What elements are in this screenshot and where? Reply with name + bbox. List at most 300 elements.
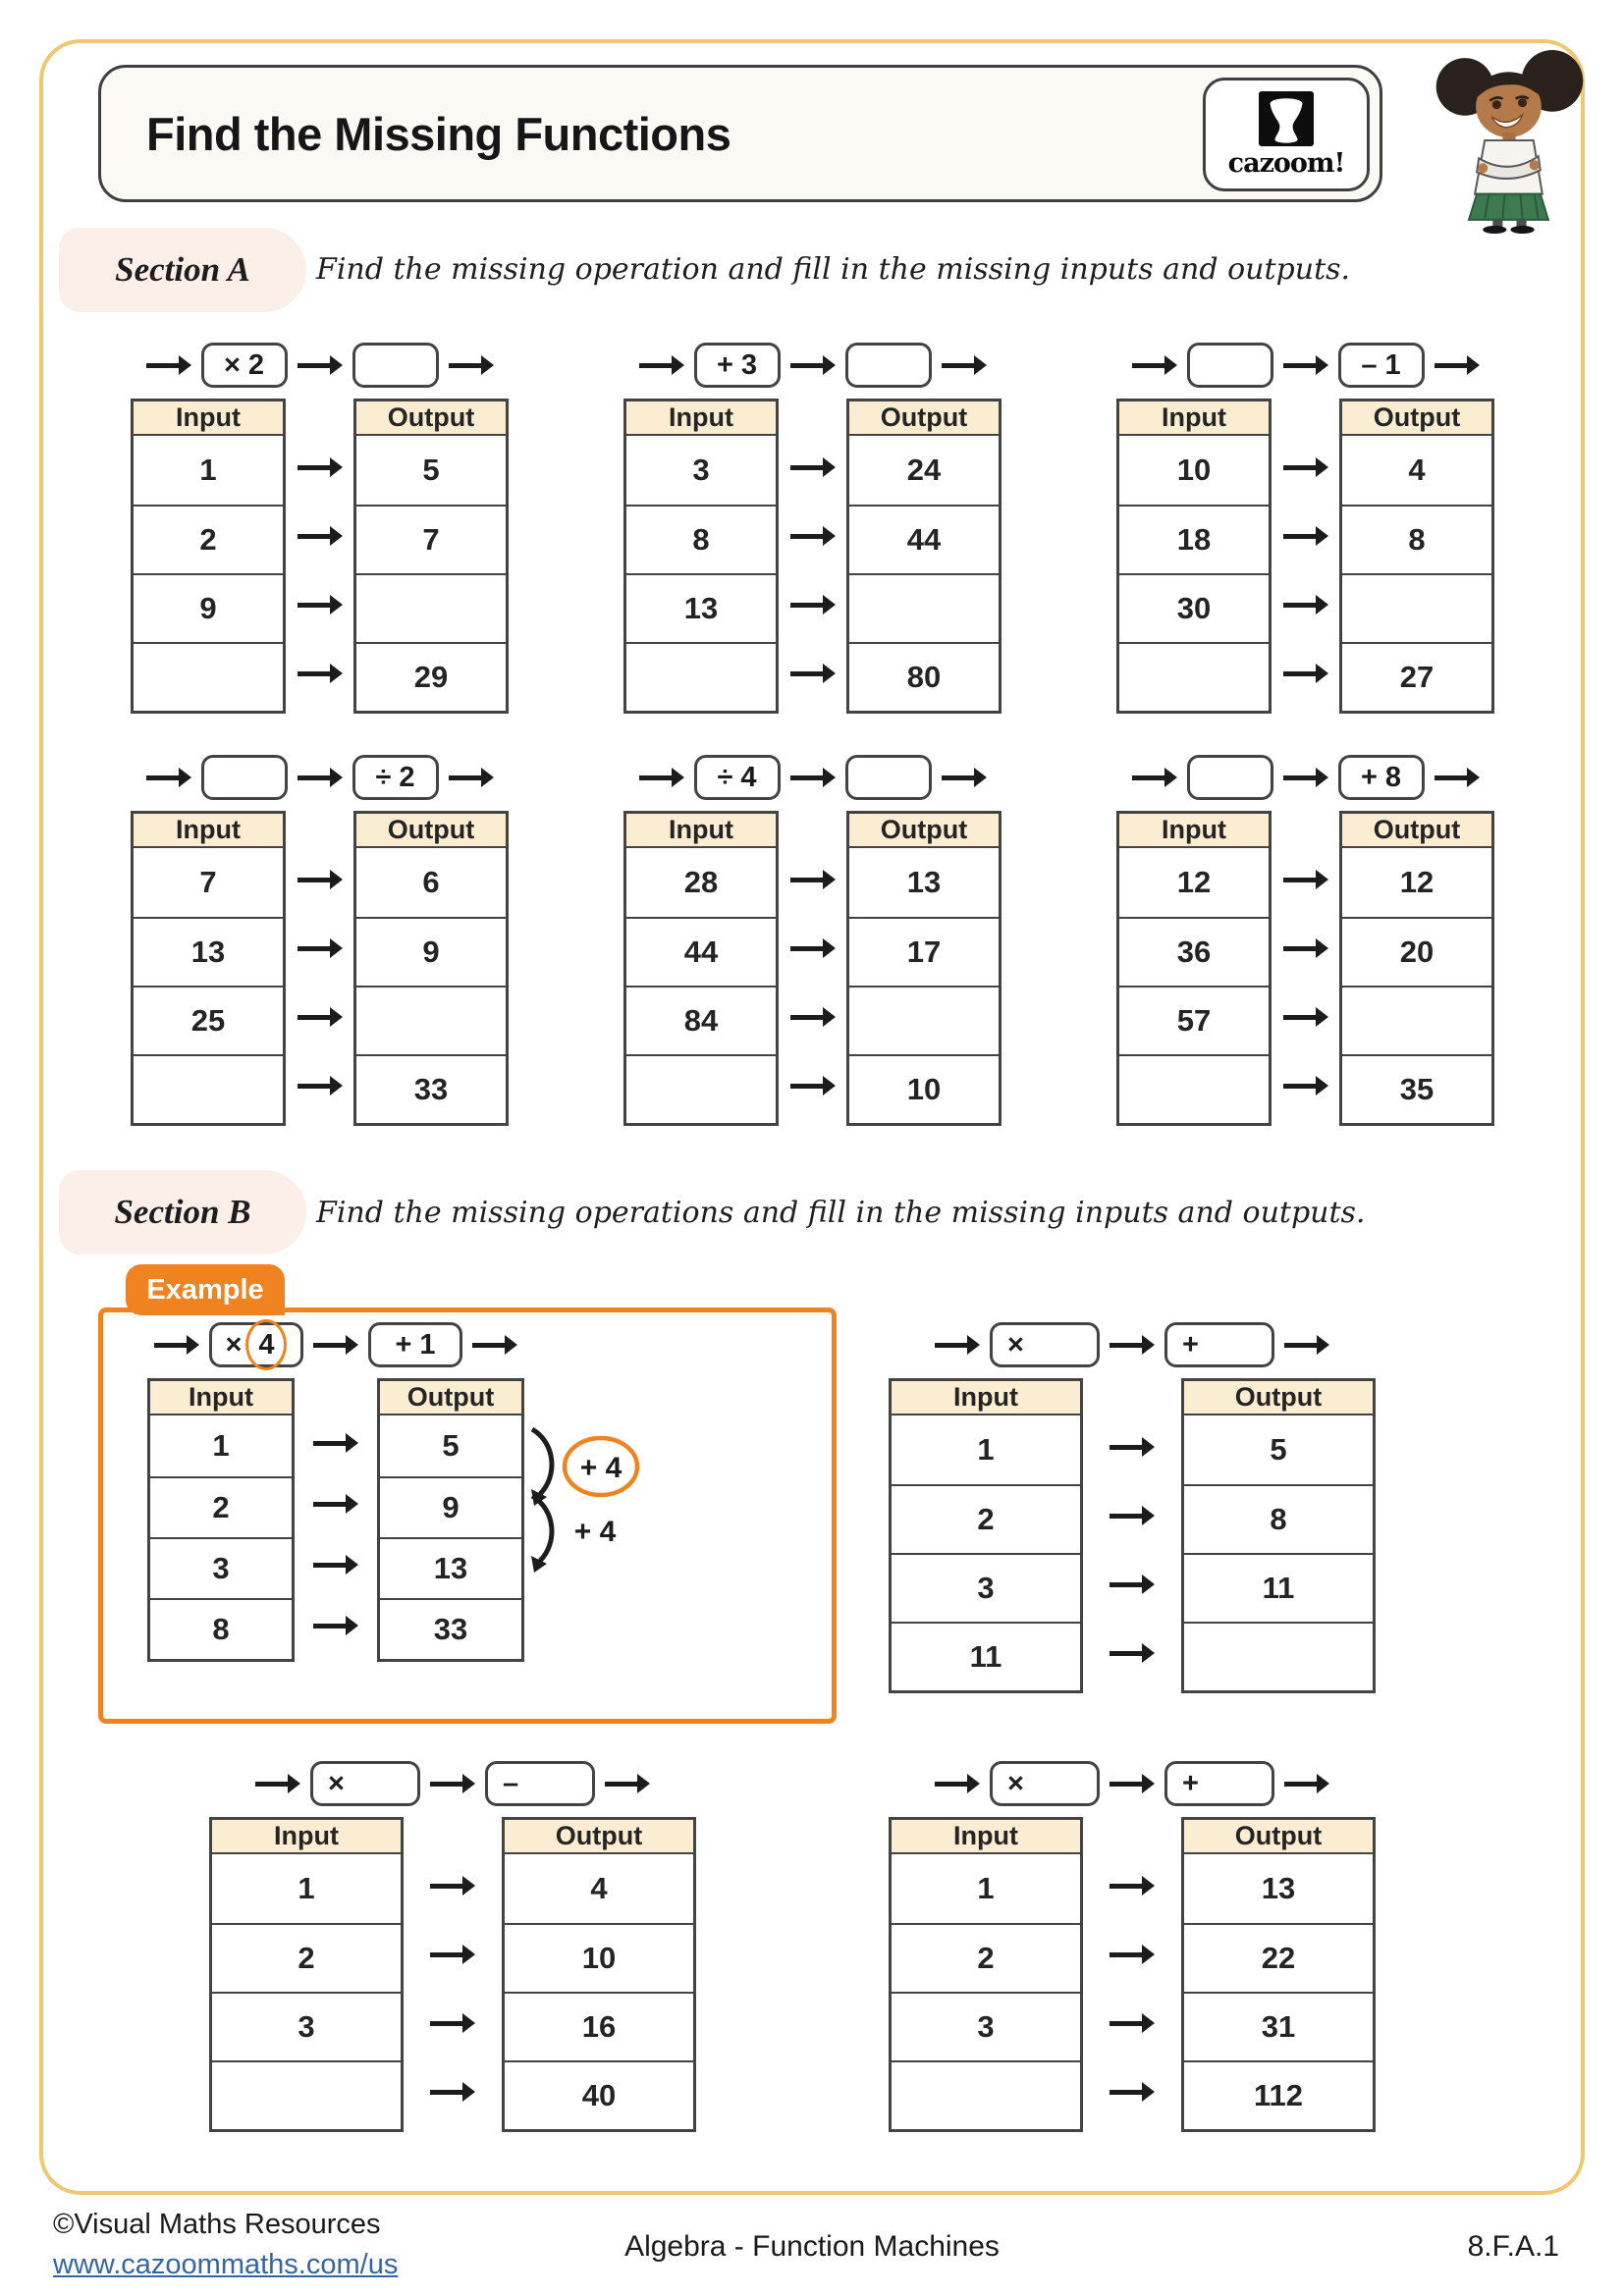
input-cell: 84 — [626, 986, 776, 1054]
output-cell: 29 — [356, 642, 506, 711]
output-cell[interactable] — [849, 986, 999, 1054]
arrow-icon — [313, 1616, 358, 1636]
output-cell: 24 — [906, 453, 942, 487]
arrow-icon — [430, 1876, 475, 1896]
row-arrows — [295, 1378, 377, 1662]
output-cell: 5 — [442, 1428, 460, 1463]
arrow-icon — [790, 457, 836, 478]
output-header: Output — [849, 401, 999, 436]
io-tables — [623, 811, 1001, 1126]
operation-row — [623, 754, 1001, 801]
row-arrow-slot — [1083, 1413, 1181, 1481]
row-arrow-slot — [295, 1473, 377, 1534]
input-cell[interactable] — [134, 642, 283, 711]
input-cell[interactable] — [1119, 642, 1269, 711]
input-header: Input — [626, 814, 776, 848]
output-table — [1339, 811, 1494, 1126]
output-table — [502, 1817, 696, 2132]
arrow-icon — [298, 1007, 343, 1028]
output-difference-annotation — [524, 1404, 672, 1639]
output-cell[interactable] — [1184, 1622, 1373, 1690]
input-cell: 18 — [1119, 505, 1269, 573]
output-cell: 33 — [356, 1054, 506, 1123]
row-arrows — [286, 399, 353, 714]
row-arrow-slot — [295, 1413, 377, 1473]
row-arrow-slot — [404, 1851, 502, 1920]
output-cell: 27 — [1342, 642, 1491, 711]
input-cell: 25 — [134, 986, 283, 1054]
operation-box-1: + 3 — [694, 343, 781, 388]
input-cell[interactable] — [212, 2060, 401, 2129]
output-header: Output — [505, 1820, 693, 1854]
input-header: Input — [892, 1820, 1080, 1854]
website-link[interactable]: www.cazoommaths.com/us — [53, 2249, 399, 2280]
drum-icon — [1259, 91, 1314, 146]
arrow-icon — [449, 768, 494, 788]
arrow-icon — [935, 1335, 980, 1356]
row-arrow-slot — [779, 845, 846, 914]
input-header: Input — [134, 814, 283, 848]
cazoom-logo — [1203, 78, 1370, 191]
function-machine — [209, 1760, 696, 2132]
output-cell[interactable] — [1342, 573, 1491, 642]
operation-row — [131, 342, 509, 389]
row-arrows — [1083, 1378, 1181, 1693]
output-header: Output — [1342, 401, 1491, 436]
input-table — [131, 399, 286, 714]
row-arrow-slot — [286, 570, 353, 639]
circled-answer: 4 — [245, 1319, 287, 1370]
row-arrow-slot — [779, 914, 846, 983]
section-b-label — [59, 1170, 306, 1255]
input-cell: 12 — [1176, 865, 1212, 899]
arrow-icon — [313, 1494, 358, 1515]
row-arrow-slot — [286, 639, 353, 708]
output-cell: 12 — [1399, 865, 1435, 899]
row-arrows — [779, 811, 846, 1126]
example-tab: Example — [126, 1264, 285, 1315]
output-cell: 10 — [849, 1054, 999, 1123]
arrow-icon — [1435, 355, 1480, 376]
input-table — [1116, 399, 1272, 714]
io-tables — [131, 399, 509, 714]
arrow-icon — [146, 768, 191, 788]
arrow-icon — [154, 1335, 199, 1356]
arrow-icon — [298, 457, 343, 478]
row-arrows — [779, 399, 846, 714]
input-cell: 1 — [977, 1432, 995, 1467]
arrow-icon — [146, 355, 191, 376]
input-cell: 13 — [626, 573, 776, 642]
arrow-icon — [790, 938, 836, 959]
arrow-icon — [1283, 1076, 1328, 1096]
row-arrow-slot — [1083, 1619, 1181, 1687]
io-tables — [889, 1817, 1376, 2132]
row-arrow-slot — [779, 983, 846, 1051]
operation-box-1[interactable]: × — [310, 1761, 420, 1806]
input-cell: 57 — [1119, 986, 1269, 1054]
section-b-instruction: Find the missing operations and fill in the missing inputs and outputs. — [316, 1196, 1366, 1230]
output-cell: 4 — [1408, 453, 1426, 487]
input-cell: 9 — [134, 573, 283, 642]
arrow-icon — [298, 1076, 343, 1096]
operation-box-2: ÷ 2 — [352, 755, 439, 800]
operation-box-1[interactable] — [1187, 343, 1273, 388]
arrow-icon — [298, 355, 343, 376]
arrow-icon — [1283, 870, 1328, 890]
input-cell: 3 — [692, 453, 710, 487]
input-header: Input — [134, 401, 283, 436]
output-cell: 13 — [906, 865, 942, 899]
output-cell: 40 — [505, 2060, 693, 2129]
operation-row — [131, 754, 509, 801]
input-header: Input — [150, 1381, 292, 1415]
arrow-icon — [1283, 526, 1328, 547]
operation-row — [623, 342, 1001, 389]
row-arrow-slot — [286, 1051, 353, 1120]
arrow-icon — [1110, 1335, 1155, 1356]
arrow-icon — [298, 938, 343, 959]
output-table — [353, 399, 509, 714]
input-table — [623, 399, 779, 714]
row-arrow-slot — [1083, 1989, 1181, 2057]
difference-label-1: + 4 — [579, 1452, 623, 1484]
section-b-label-text: Section B — [114, 1193, 251, 1231]
arrow-icon — [935, 1774, 980, 1794]
arrow-icon — [790, 1007, 836, 1028]
arrow-icon — [942, 355, 987, 376]
arrow-icon — [1110, 1774, 1155, 1794]
operation-box-1: × 2 — [201, 343, 288, 388]
operation-box-2[interactable]: – — [485, 1761, 595, 1806]
arrow-icon — [1283, 938, 1328, 959]
input-cell: 28 — [683, 865, 719, 899]
arrow-icon — [298, 768, 343, 788]
input-cell: 8 — [150, 1598, 292, 1659]
output-cell: 10 — [505, 1923, 693, 1992]
row-arrow-slot — [1272, 1051, 1339, 1120]
arrow-icon — [1284, 1335, 1329, 1356]
arrow-icon — [790, 526, 836, 547]
copyright-text: ©Visual Maths Resources — [53, 2209, 381, 2240]
output-cell: 8 — [1184, 1484, 1373, 1553]
operation-row — [889, 1321, 1376, 1368]
io-tables — [1116, 399, 1494, 714]
arrow-icon — [790, 1076, 836, 1096]
arrow-icon — [1110, 1643, 1155, 1664]
row-arrow-slot — [1272, 983, 1339, 1051]
output-cell: 9 — [356, 917, 506, 986]
row-arrows — [1272, 399, 1339, 714]
row-arrow-slot — [779, 502, 846, 570]
arrow-icon — [1110, 1506, 1155, 1526]
arrow-icon — [790, 870, 836, 890]
arrow-icon — [255, 1774, 300, 1794]
output-cell: 22 — [1184, 1923, 1373, 1992]
input-table — [889, 1817, 1083, 2132]
arrow-icon — [430, 1774, 475, 1794]
arrow-icon — [1132, 355, 1177, 376]
curved-arrow-icon — [532, 1496, 552, 1561]
input-cell: 1 — [298, 1871, 315, 1905]
arrow-icon — [313, 1335, 358, 1356]
output-cell: 5 — [422, 453, 440, 487]
output-table — [846, 399, 1001, 714]
page-title: Find the Missing Functions — [146, 107, 731, 160]
arrow-icon — [298, 595, 343, 615]
output-cell: 8 — [1342, 505, 1491, 573]
arrow-icon — [1110, 1945, 1155, 1965]
input-cell[interactable] — [1119, 1054, 1269, 1123]
row-arrow-slot — [1272, 914, 1339, 983]
operation-row — [1116, 342, 1494, 389]
row-arrow-slot — [404, 2057, 502, 2126]
output-cell: 5 — [1270, 1432, 1287, 1467]
output-cell: 4 — [590, 1871, 608, 1905]
standard-code: 8.F.A.1 — [1467, 2230, 1559, 2263]
function-machine — [1116, 754, 1494, 1126]
io-tables — [147, 1378, 524, 1662]
arrow-icon — [942, 768, 987, 788]
arrow-icon — [1110, 1437, 1155, 1458]
output-table — [1181, 1378, 1376, 1693]
arrow-icon — [1284, 1774, 1329, 1794]
output-header: Output — [849, 814, 999, 848]
input-table — [147, 1378, 295, 1662]
section-a-instruction: Find the missing operation and fill in the missing inputs and outputs. — [316, 252, 1351, 287]
operation-box-2: + 1 — [368, 1322, 462, 1367]
operation-box-1[interactable]: × — [990, 1322, 1100, 1367]
operation-row — [209, 1760, 696, 1807]
row-arrow-slot — [1083, 1920, 1181, 1989]
output-cell: 33 — [380, 1598, 521, 1659]
input-cell[interactable] — [892, 2060, 1080, 2129]
input-header: Input — [1119, 401, 1269, 436]
arrow-icon — [790, 664, 836, 684]
input-cell: 8 — [626, 505, 776, 573]
arrow-icon — [313, 1555, 358, 1575]
input-header: Input — [1119, 814, 1269, 848]
row-arrow-slot — [286, 433, 353, 502]
operation-box-2: + 8 — [1338, 755, 1425, 800]
arrow-icon — [1283, 595, 1328, 615]
operation-symbol: × — [225, 1328, 243, 1361]
input-cell[interactable] — [134, 1054, 283, 1123]
row-arrow-slot — [1083, 2057, 1181, 2126]
input-cell: 3 — [892, 1992, 1080, 2060]
arrow-icon — [790, 595, 836, 615]
row-arrows — [286, 811, 353, 1126]
operation-row — [1116, 754, 1494, 801]
input-cell: 3 — [212, 1992, 401, 2060]
row-arrow-slot — [779, 1051, 846, 1120]
row-arrow-slot — [1083, 1481, 1181, 1550]
operation-box-2: – 1 — [1338, 343, 1425, 388]
output-cell: 35 — [1342, 1054, 1491, 1123]
operation-row — [147, 1321, 524, 1368]
input-cell: 44 — [626, 917, 776, 986]
output-cell[interactable] — [849, 573, 999, 642]
output-cell: 13 — [1261, 1871, 1296, 1905]
function-machine — [623, 754, 1001, 1126]
row-arrow-slot — [286, 502, 353, 570]
row-arrow-slot — [404, 1989, 502, 2057]
section-a-label — [59, 228, 306, 312]
row-arrow-slot — [1272, 570, 1339, 639]
arrow-icon — [1283, 768, 1328, 788]
input-cell: 1 — [199, 453, 217, 487]
output-cell: 7 — [356, 505, 506, 573]
output-table — [377, 1378, 524, 1662]
output-cell[interactable] — [356, 986, 506, 1054]
function-machine — [1116, 342, 1494, 714]
worksheet-topic: Algebra - Function Machines — [624, 2230, 1000, 2263]
output-header: Output — [1184, 1820, 1373, 1854]
arrow-icon — [1435, 768, 1480, 788]
input-cell: 2 — [212, 1923, 401, 1992]
output-header: Output — [1184, 1381, 1373, 1415]
student-character-illustration — [1412, 45, 1613, 234]
io-tables — [889, 1378, 1376, 1693]
arrow-icon — [449, 355, 494, 376]
input-header: Input — [212, 1820, 401, 1854]
output-header: Output — [356, 814, 506, 848]
input-cell[interactable] — [626, 642, 776, 711]
input-cell: 11 — [892, 1622, 1080, 1690]
row-arrow-slot — [295, 1595, 377, 1656]
output-cell: 16 — [505, 1992, 693, 2060]
arrow-icon — [639, 768, 684, 788]
function-machine — [131, 342, 509, 714]
output-cell: 80 — [849, 642, 999, 711]
arrow-icon — [790, 768, 836, 788]
operation-box-2[interactable] — [845, 755, 932, 800]
row-arrow-slot — [295, 1534, 377, 1595]
operation-row — [889, 1760, 1376, 1807]
output-table — [1181, 1817, 1376, 2132]
output-cell: 9 — [380, 1476, 521, 1537]
arrow-icon — [298, 526, 343, 547]
output-header: Output — [356, 401, 506, 436]
output-cell: 11 — [1184, 1553, 1373, 1622]
io-tables — [623, 399, 1001, 714]
output-cell[interactable] — [1342, 986, 1491, 1054]
input-cell: 7 — [199, 865, 217, 899]
row-arrow-slot — [286, 983, 353, 1051]
operation-box-1 — [209, 1322, 303, 1367]
function-machine — [623, 342, 1001, 714]
row-arrow-slot — [779, 570, 846, 639]
input-cell: 2 — [150, 1476, 292, 1537]
row-arrow-slot — [779, 639, 846, 708]
title-box — [98, 65, 1382, 202]
operation-box-1[interactable] — [1187, 755, 1273, 800]
input-cell: 1 — [212, 1428, 230, 1463]
arrow-icon — [430, 1945, 475, 1965]
output-cell: 17 — [849, 917, 999, 986]
arrow-icon — [1110, 1876, 1155, 1896]
row-arrow-slot — [404, 1920, 502, 1989]
row-arrow-slot — [286, 914, 353, 983]
input-table — [1116, 811, 1272, 1126]
operation-box-2[interactable]: + — [1164, 1322, 1274, 1367]
arrow-icon — [605, 1774, 650, 1794]
operation-box-1: ÷ 4 — [694, 755, 781, 800]
operation-box-2[interactable]: + — [1164, 1761, 1274, 1806]
output-cell: 31 — [1184, 1992, 1373, 2060]
input-cell[interactable] — [626, 1054, 776, 1123]
input-cell: 2 — [892, 1923, 1080, 1992]
output-cell: 6 — [422, 865, 440, 899]
output-table — [1339, 399, 1494, 714]
row-arrow-slot — [1083, 1851, 1181, 1920]
output-header: Output — [380, 1381, 521, 1415]
arrow-icon — [1283, 457, 1328, 478]
input-cell: 2 — [892, 1484, 1080, 1553]
row-arrow-slot — [1272, 639, 1339, 708]
row-arrows — [404, 1817, 502, 2132]
io-tables — [131, 811, 509, 1126]
row-arrow-slot — [1272, 502, 1339, 570]
input-cell: 2 — [134, 505, 283, 573]
curved-arrow-icon — [532, 1429, 552, 1494]
output-table — [846, 811, 1001, 1126]
output-cell: 20 — [1342, 917, 1491, 986]
io-tables — [209, 1817, 696, 2132]
arrow-icon — [430, 2082, 475, 2103]
row-arrow-slot — [1272, 845, 1339, 914]
row-arrow-slot — [286, 845, 353, 914]
input-header: Input — [892, 1381, 1080, 1415]
output-table — [353, 811, 509, 1126]
input-cell: 3 — [892, 1553, 1080, 1622]
arrow-icon — [1132, 768, 1177, 788]
function-machine — [889, 1760, 1376, 2132]
function-machine — [131, 754, 509, 1126]
output-cell[interactable] — [356, 573, 506, 642]
arrow-icon — [790, 355, 836, 376]
arrow-icon — [298, 870, 343, 890]
arrow-icon — [298, 664, 343, 684]
arrow-icon — [1110, 2013, 1155, 2034]
operation-box-2[interactable] — [352, 343, 439, 388]
arrow-icon — [1283, 355, 1328, 376]
logo-wordmark: cazoom! — [1227, 147, 1345, 179]
operation-box-1[interactable]: × — [990, 1761, 1100, 1806]
function-machine — [889, 1321, 1376, 1693]
arrow-icon — [430, 2013, 475, 2034]
input-cell: 30 — [1119, 573, 1269, 642]
arrow-icon — [313, 1433, 358, 1454]
operation-box-1[interactable] — [201, 755, 288, 800]
row-arrow-slot — [779, 433, 846, 502]
arrow-icon — [472, 1335, 517, 1356]
arrow-icon — [639, 355, 684, 376]
output-cell: 112 — [1184, 2060, 1373, 2129]
input-cell: 13 — [134, 917, 283, 986]
input-table — [131, 811, 286, 1126]
operation-box-2[interactable] — [845, 343, 932, 388]
section-a-label-text: Section A — [115, 250, 250, 289]
arrow-icon — [1283, 1007, 1328, 1028]
row-arrows — [1272, 811, 1339, 1126]
arrow-icon — [1110, 1575, 1155, 1595]
input-table — [623, 811, 779, 1126]
input-cell: 3 — [150, 1537, 292, 1598]
difference-label-2: + 4 — [573, 1516, 617, 1548]
output-cell: 13 — [380, 1537, 521, 1598]
input-table — [889, 1378, 1083, 1693]
